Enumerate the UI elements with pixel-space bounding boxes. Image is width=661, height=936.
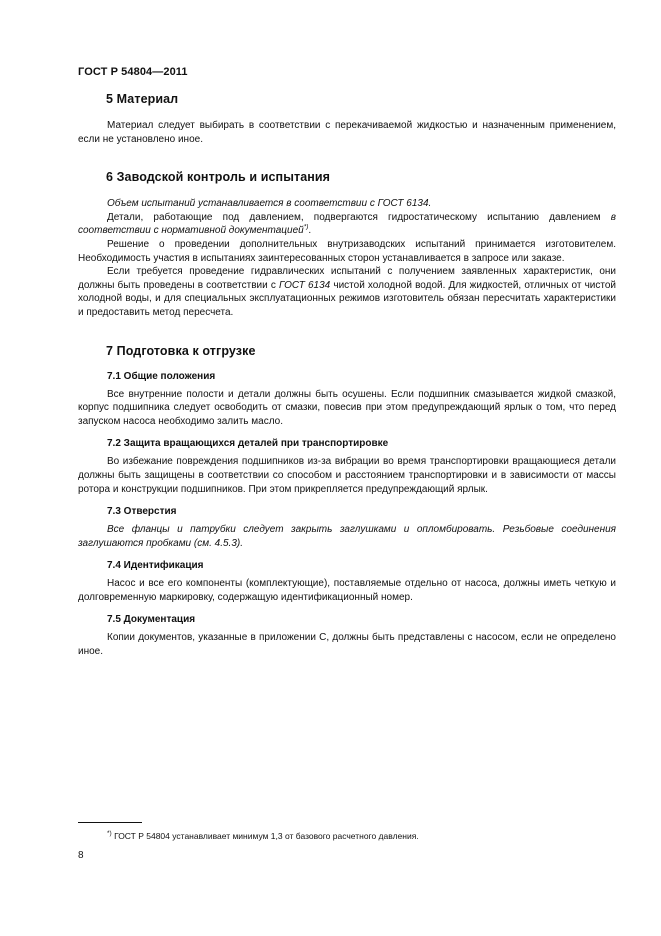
subsection-7-5-title: 7.5 Документация — [107, 614, 196, 626]
page-number: 8 — [78, 850, 84, 861]
footnote-text: ГОСТ Р 54804 устанавливает минимум 1,3 от базового расчетного давления. — [111, 831, 419, 841]
footnote — [107, 831, 419, 841]
subsection-7-4-paragraph: Насос и все его компоненты (комплектующие), поставляемые отдельно от насоса, должны иметь четкую и долговременную маркировку, содержащую идентификационный номер. — [78, 578, 616, 603]
subsection-7-3-paragraph: Все фланцы и патрубки следует закрыть заглушками и опломбировать. Резьбовые соединения заглушаются пробками (см. 4.5.3). — [78, 524, 616, 549]
section-6-paragraph-3: Решение о проведении дополнительных внутризаводских испытаний принимается изготовителем. Необходимость участия в испытаниях заинтересованных сторон устанавливается в запросе или заказе. — [78, 238, 616, 264]
section-6-paragraph-1: Объем испытаний устанавливается в соответствии с ГОСТ 6134. — [107, 198, 432, 210]
subsection-7-3-title: 7.3 Отверстия — [107, 506, 177, 518]
section-6-paragraph-4 — [78, 265, 616, 319]
page-content — [78, 92, 616, 659]
section-5-paragraph: Материал следует выбирать в соответствии с перекачиваемой жидкостью и назначенным применением, если не установлено иное. — [78, 120, 616, 145]
section-6-p2-text: Детали, работающие под давлением, подвергаются гидростатическому испытанию давлением — [107, 211, 611, 223]
subsection-7-4-title: 7.4 Идентификация — [107, 560, 204, 572]
subsection-7-2-paragraph: Во избежание повреждения подшипников из-за вибрации во время транспортировки вращающиеся детали должны быть защищены в соответствии со способом и расстоянием транспортировки и в зависимости от массы ротора и конструкции подшипников. При этом прикрепляется предупреждающий ярлык. — [78, 456, 616, 495]
section-6-p4-rest: чистой холодной водой. Для жидкостей, отличных от чистой холодной воды, и для специальных эксплуатационных режимов изготовитель обязан пересчитать характеристики и предоставить метод пересчета. — [78, 279, 616, 318]
section-6-p2-italic: в соответствии с нормативной документацией — [78, 211, 616, 237]
section-6-title: 6 Заводской контроль и испытания — [106, 170, 331, 185]
subsection-7-5-paragraph: Копии документов, указанные в приложении С, должны быть представлены с насосом, если не определено иное. — [78, 632, 616, 658]
footnote-reference: *) — [303, 224, 309, 232]
document-code-header: ГОСТ Р 54804—2011 — [78, 66, 188, 78]
section-6-p4-standard: ГОСТ 6134 — [278, 279, 331, 291]
footnote-divider — [78, 822, 142, 823]
subsection-7-1-paragraph: Все внутренние полости и детали должны быть осушены. Если подшипник смазывается жидкой смазкой, корпус подшипника следует освободить от смазки, повесив при этом предупреждающий ярлык о том, что перед запуском насоса необходимо залить масло. — [78, 388, 616, 427]
subsection-7-1-title: 7.1 Общие положения — [107, 370, 216, 382]
section-7-title: 7 Подготовка к отгрузке — [106, 343, 256, 358]
subsection-7-2-title: 7.2 Защита вращающихся деталей при транспортировке — [107, 438, 389, 450]
section-6-p2-end: . — [308, 225, 312, 237]
section-5-title: 5 Материал — [106, 92, 179, 106]
footnote-mark: *) — [107, 830, 112, 838]
section-6-paragraph-2 — [78, 211, 616, 238]
section-6-p4-text: Если требуется проведение гидравлических испытаний с получением заявленных характеристик, они должны быть проведены в соответствии с — [78, 266, 616, 291]
